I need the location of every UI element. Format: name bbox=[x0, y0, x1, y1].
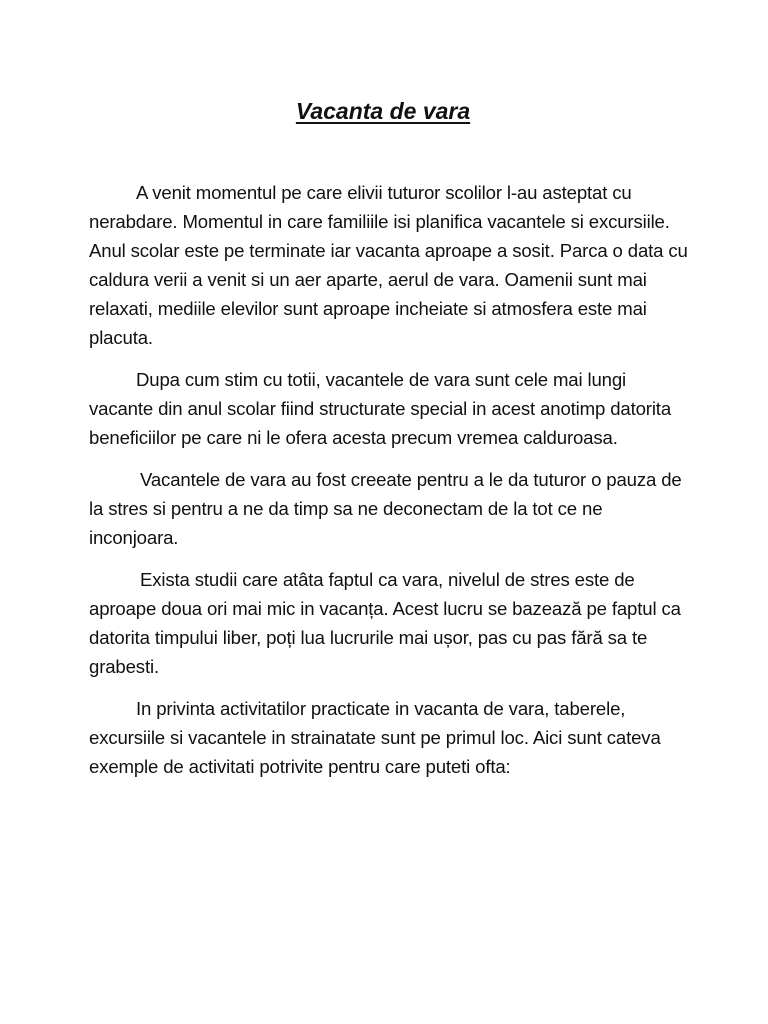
document-title: Vacanta de vara bbox=[295, 98, 471, 124]
paragraph-3: Vacantele de vara au fost creeate pentru a le da tuturor o pauza de la stres si pentru a ne da timp sa ne deconectam de la tot ce ne inconjoara. bbox=[89, 469, 682, 548]
paragraph-1: A venit momentul pe care elivii tuturor scolilor l-au asteptat cu nerabdare. Momentul in care familiile isi planifica vacantele si excursiile. Anul scolar este pe terminate iar vacanta aproape a sosit. Parca o data cu caldura verii a venit si un aer aparte, aerul de vara. Oamenii sunt mai relaxati, mediile elevilor sunt aproape incheiate si atmosfera este mai placuta. bbox=[89, 182, 688, 348]
paragraph-2: Dupa cum stim cu totii, vacantele de vara sunt cele mai lungi vacante din anul scolar fiind structurate special in acest anotimp datorita beneficiilor pe care ni le ofera acesta precum vremea calduroasa. bbox=[89, 369, 672, 448]
paragraph-5: In privinta activitatilor practicate in vacanta de vara, taberele, excursiile si vacantele in strainatate sunt pe primul loc. Aici sunt cateva exemple de activitati potrivite pentru care puteti ofta: bbox=[89, 698, 661, 777]
paragraph-4: Exista studii care atâta faptul ca vara, nivelul de stres este de aproape doua ori mai mic in vacanța. Acest lucru se bazează pe faptul ca datorita timpului liber, poți lua lucrurile mai ușor, pas cu pas fără sa te grabesti. bbox=[89, 569, 681, 677]
document-body bbox=[89, 178, 689, 794]
